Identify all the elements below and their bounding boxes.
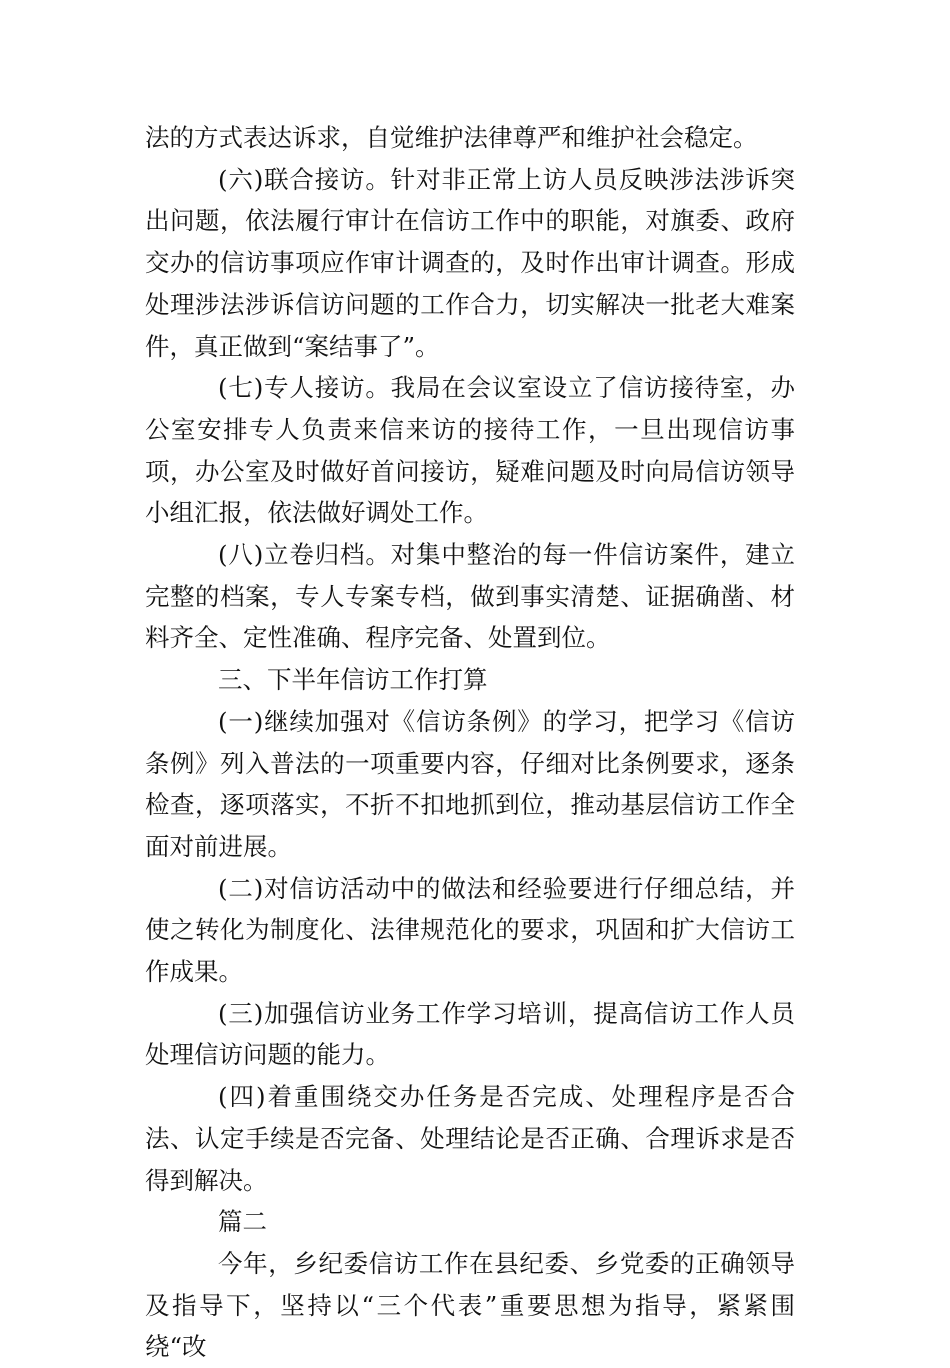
section-heading-second-half-plan: 三、下半年信访工作打算 <box>218 665 488 695</box>
paragraph-filing-archiving: (八)立卷归档。对集中整治的每一件信访案件，建立完整的档案，专人专案专档，做到事实清楚、证据确凿、材料齐全、定性准确、程序完备、处置到位。 <box>145 540 795 653</box>
paragraph-continuation: 法的方式表达诉求，自觉维护法律尊严和维护社会稳定。 <box>145 123 758 152</box>
paragraph-plan-item-3: (三)加强信访业务工作学习培训，提高信访工作人员处理信访问题的能力。 <box>145 998 795 1070</box>
paragraph-plan-item-2: (二)对信访活动中的做法和经验要进行仔细总结，并使之转化为制度化、法律规范化的要求，巩固和扩大信访工作成果。 <box>145 873 795 987</box>
paragraph-dedicated-reception: (七)专人接访。我局在会议室设立了信访接待室，办公室安排专人负责来信来访的接待工作，一旦出现信访事项，办公室及时做好首问接访，疑难问题及时向局信访领导小组汇报，依法做好调处工作。 <box>145 373 795 528</box>
document-body <box>145 117 795 1368</box>
part-heading-chapter-two: 篇二 <box>218 1207 267 1237</box>
paragraph-plan-item-1: (一)继续加强对《信访条例》的学习，把学习《信访条例》列入普法的一项重要内容，仔细对比条例要求，逐条检查，逐项落实，不折不扣地抓到位，推动基层信访工作全面对前进展。 <box>145 706 795 861</box>
paragraph-chapter-two-intro: 今年，乡纪委信访工作在县纪委、乡党委的正确领导及指导下，坚持以“三个代表”重要思想为指导，紧紧围绕“改 <box>145 1248 795 1362</box>
paragraph-joint-reception: (六)联合接访。针对非正常上访人员反映涉法涉诉突出问题，依法履行审计在信访工作中的职能，对旗委、政府交办的信访事项应作审计调查的，及时作出审计调查。形成处理涉法涉诉信访问题的工作合力，切实解决一批老大难案件，真正做到“案结事了”。 <box>145 164 795 361</box>
paragraph-plan-item-4: (四)着重围绕交办任务是否完成、处理程序是否合法、认定手续是否完备、处理结论是否正确、合理诉求是否得到解决。 <box>145 1082 795 1195</box>
